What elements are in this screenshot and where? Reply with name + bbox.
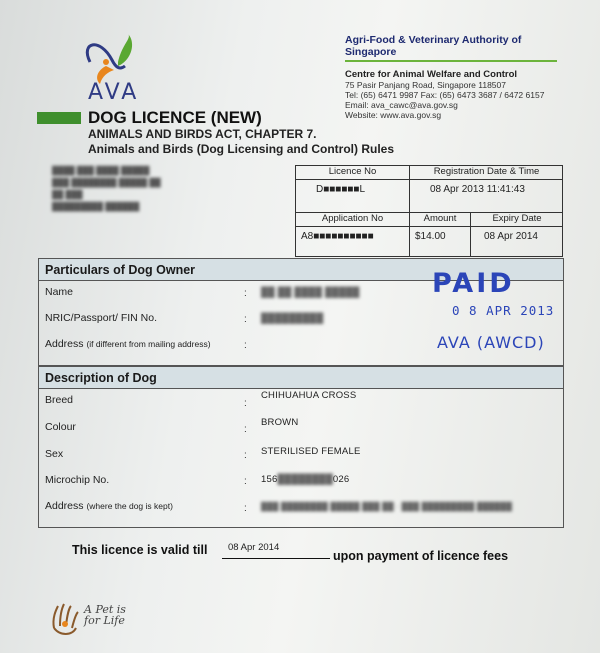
- authority-email: Email: ava_cawc@ava.gov.sg: [345, 100, 458, 110]
- ava-logo-text: AVA: [88, 80, 140, 105]
- valid-till-date: 08 Apr 2014: [228, 542, 280, 553]
- microchip-value: [261, 474, 349, 485]
- mailing-address-redacted: ████ ███ ████ █████ ███ ████████ █████ ██ ██ ███ █████████ ██████: [52, 166, 161, 211]
- authority-header: [345, 34, 560, 120]
- paid-stamp-date: 0 8 APR 2013: [452, 303, 555, 318]
- owner-name-redacted: ██ ██ ████ █████: [261, 287, 360, 298]
- owner-section-heading: Particulars of Dog Owner: [39, 259, 563, 281]
- amount-header: Amount: [410, 213, 471, 227]
- licence-no-cell: [296, 180, 410, 213]
- application-no-cell: [296, 227, 410, 257]
- paid-stamp: PAID: [432, 268, 515, 299]
- act-line-2: Animals and Birds (Dog Licensing and Control) Rules: [88, 142, 395, 156]
- authority-name: Agri-Food & Veterinary Authority of Singapore: [345, 34, 557, 62]
- expiry-header: Expiry Date: [471, 213, 563, 227]
- dog-address-note: (where the dog is kept): [86, 501, 173, 511]
- microchip-colon: :: [244, 476, 247, 487]
- licence-no-value: D■■■■■■L: [316, 184, 366, 195]
- licence-no-header: Licence No: [296, 166, 410, 180]
- paid-stamp-office: AVA (AWCD): [437, 333, 545, 352]
- reg-date-value: 08 Apr 2013 11:41:43: [430, 184, 525, 195]
- colour-value: BROWN: [261, 417, 299, 428]
- authority-address: 75 Pasir Panjang Road, Singapore 118507: [345, 80, 506, 90]
- authority-tel-fax: Tel: (65) 6471 9987 Fax: (65) 6473 3687 / 6472 6157: [345, 90, 545, 100]
- dog-address-colon: :: [244, 503, 247, 514]
- dog-address-label-text: Address: [45, 500, 84, 512]
- reg-date-cell: [410, 180, 563, 213]
- document-title: DOG LICENCE (NEW): [88, 108, 262, 127]
- slogan-line-2: for Life: [84, 614, 125, 627]
- valid-till-underline: [222, 558, 330, 559]
- breed-label: Breed: [45, 394, 74, 406]
- owner-nric-label: NRIC/Passport/ FIN No.: [45, 312, 158, 324]
- expiry-cell: [471, 227, 563, 257]
- slogan-line-1: A Pet is: [84, 603, 126, 616]
- dog-section: [38, 366, 564, 528]
- microchip-prefix: 156: [261, 474, 278, 485]
- act-line-1: ANIMALS AND BIRDS ACT, CHAPTER 7.: [88, 127, 317, 141]
- title-accent-bar: [37, 112, 81, 124]
- dog-address-redacted: ███ ████████ █████ ███ ██ · ███ █████████ ██████: [261, 502, 513, 511]
- owner-nric-colon: :: [244, 314, 247, 325]
- owner-address-colon: :: [244, 340, 247, 351]
- microchip-redacted: ████████: [277, 474, 333, 485]
- colour-label: Colour: [45, 421, 76, 433]
- colour-colon: :: [244, 424, 247, 435]
- amount-value: $14.00: [415, 231, 446, 242]
- licence-info-table: [295, 165, 563, 257]
- expiry-value: 08 Apr 2014: [484, 231, 538, 242]
- owner-address-label-text: Address: [45, 338, 84, 350]
- authority-website: Website: www.ava.gov.sg: [345, 110, 442, 120]
- amount-cell: [410, 227, 471, 257]
- owner-name-colon: :: [244, 288, 247, 299]
- sex-label: Sex: [45, 448, 64, 460]
- owner-address-note: (if different from mailing address): [86, 339, 211, 349]
- breed-colon: :: [244, 398, 247, 409]
- valid-till-prefix: This licence is valid till: [72, 543, 208, 557]
- breed-value: CHIHUAHUA CROSS: [261, 390, 357, 401]
- owner-address-label: [45, 338, 211, 350]
- centre-name: Centre for Animal Welfare and Control: [345, 69, 518, 80]
- dog-address-label: [45, 500, 173, 512]
- reg-date-header: Registration Date & Time: [410, 166, 563, 180]
- microchip-suffix: 026: [332, 474, 350, 485]
- pet-for-life-slogan: [84, 604, 126, 626]
- owner-nric-redacted: █████████: [261, 313, 324, 324]
- application-no-header: Application No: [296, 213, 410, 227]
- valid-till-suffix: upon payment of licence fees: [333, 549, 509, 563]
- sex-value: STERILISED FEMALE: [261, 446, 361, 457]
- owner-name-label: Name: [45, 286, 74, 298]
- dog-section-heading: Description of Dog: [39, 367, 563, 389]
- microchip-label: Microchip No.: [45, 474, 110, 486]
- application-no-value: A8■■■■■■■■■■: [301, 231, 374, 242]
- sex-colon: :: [244, 450, 247, 461]
